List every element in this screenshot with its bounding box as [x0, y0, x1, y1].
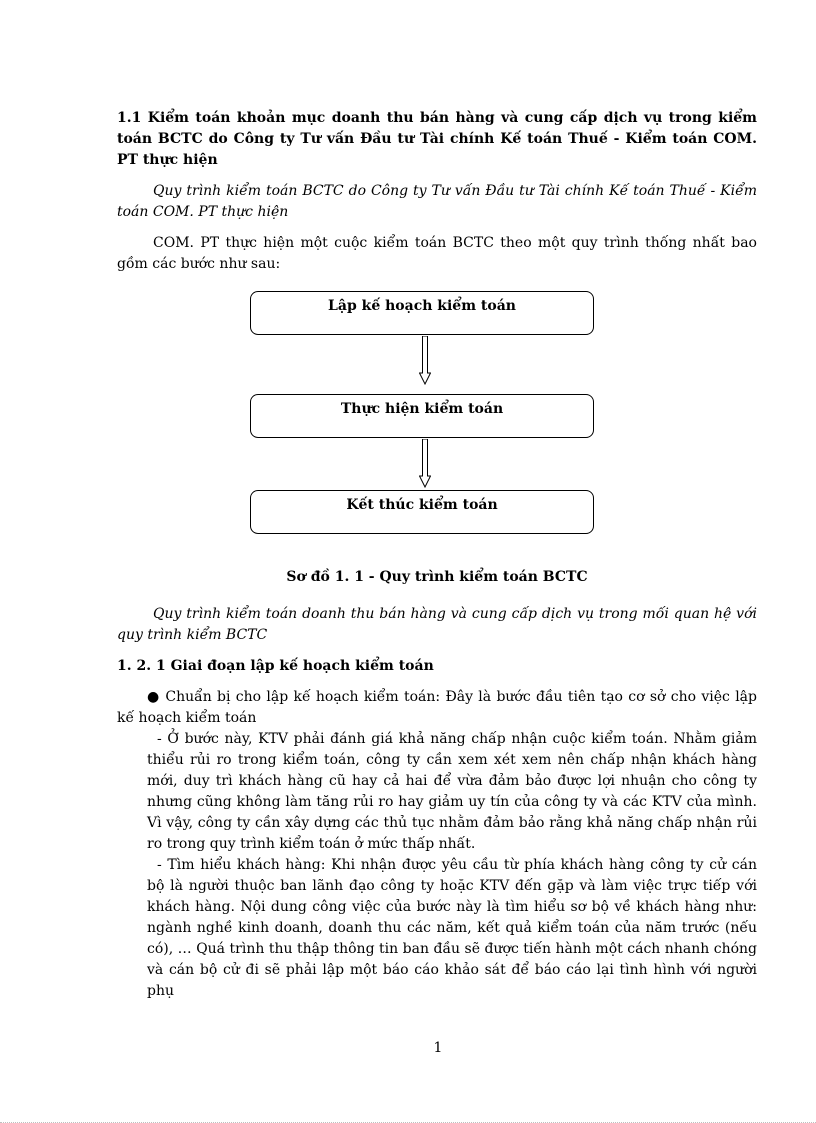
- bullet-text: Chuẩn bị cho lập kế hoạch kiểm toán: Đây là bước đầu tiên tạo cơ sở cho việc lập kế hoạch kiểm toán: [117, 689, 757, 726]
- flow-step-execution: Thực hiện kiểm toán: [250, 394, 594, 438]
- down-arrow-icon: [419, 336, 431, 385]
- acceptance-paragraph: - Ở bước này, KTV phải đánh giá khả năng chấp nhận cuộc kiểm toán. Nhằm giảm thiểu rủi ro trong kiểm toán, công ty cần xem xét xem nên chấp nhận khách hàng mới, duy trì khách hàng cũ hay cả hai để vừa đảm bảo được lợi nhuận cho công ty nhưng cũng không làm tăng rủi ro hay giảm uy tín của công ty và các KTV của mình. Vì vậy, công ty cần xây dựng các thủ tục nhằm đảm bảo rằng khả năng chấp nhận rủi ro trong quy trình kiểm toán ở mức thấp nhất.: [147, 731, 757, 852]
- italic-relation: Quy trình kiểm toán doanh thu bán hàng và cung cấp dịch vụ trong mối quan hệ với quy trình kiểm BCTC: [117, 606, 757, 643]
- page-number: 1: [433, 1040, 443, 1056]
- diagram-caption: Sơ đồ 1. 1 - Quy trình kiểm toán BCTC: [286, 569, 588, 585]
- intro-paragraph: COM. PT thực hiện một cuộc kiểm toán BCTC theo một quy trình thống nhất bao gồm các bước như sau:: [117, 235, 757, 272]
- down-arrow-icon: [419, 439, 431, 488]
- flow-step-planning: Lập kế hoạch kiểm toán: [250, 291, 594, 335]
- bullet-paragraph: [117, 687, 757, 729]
- document-page: [117, 108, 757, 1002]
- client-understanding-paragraph: - Tìm hiểu khách hàng: Khi nhận được yêu cầu từ phía khách hàng công ty cử cán bộ là người thuộc ban lãnh đạo công ty hoặc KTV đến gặp và làm việc trực tiếp với khách hàng. Nội dung công việc của bước này là tìm hiểu sơ bộ về khách hàng như: ngành nghề kinh doanh, doanh thu các năm, kết quả kiểm toán của năm trước (nếu có), … Quá trình thu thập thông tin ban đầu sẽ được tiến hành một cách nhanh chóng và cán bộ cử đi sẽ phải lập một báo cáo khảo sát để báo cáo lại tình hình với người phụ: [147, 857, 757, 999]
- bullet-icon: ●: [147, 689, 166, 705]
- audit-process-flowchart: [117, 291, 757, 561]
- section-heading: 1.1 Kiểm toán khoản mục doanh thu bán hàng và cung cấp dịch vụ trong kiểm toán BCTC do Công ty Tư vấn Đầu tư Tài chính Kế toán Thuế - Kiểm toán COM. PT thực hiện: [117, 110, 757, 168]
- subheading-planning-phase: 1. 2. 1 Giai đoạn lập kế hoạch kiểm toán: [117, 658, 434, 674]
- italic-intro: Quy trình kiểm toán BCTC do Công ty Tư vấn Đầu tư Tài chính Kế toán Thuế - Kiểm toán COM. PT thực hiện: [117, 183, 757, 220]
- flow-step-completion: Kết thúc kiểm toán: [250, 490, 594, 534]
